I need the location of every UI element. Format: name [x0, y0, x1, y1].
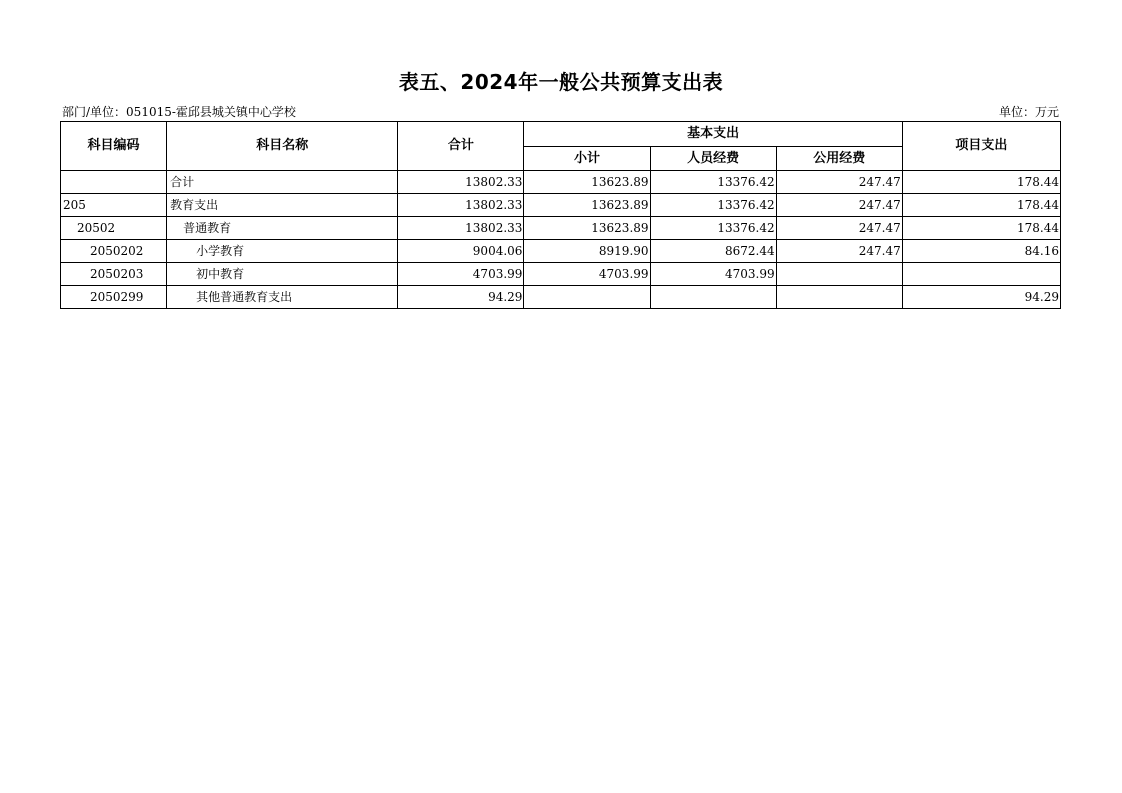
- cell-name: 普通教育: [167, 217, 398, 240]
- table-row: [61, 194, 1061, 217]
- cell-public: 247.47: [776, 194, 902, 217]
- budget-table: [60, 121, 1061, 309]
- cell-subtotal: 8919.90: [524, 240, 650, 263]
- cell-personnel: 13376.42: [650, 171, 776, 194]
- cell-name: 其他普通教育支出: [167, 286, 398, 309]
- cell-subtotal: [524, 286, 650, 309]
- cell-personnel: 4703.99: [650, 263, 776, 286]
- cell-name: 教育支出: [167, 194, 398, 217]
- cell-subtotal: 13623.89: [524, 217, 650, 240]
- cell-project: 84.16: [902, 240, 1060, 263]
- cell-public: 247.47: [776, 240, 902, 263]
- cell-name: 小学教育: [167, 240, 398, 263]
- header-total: 合计: [398, 122, 524, 171]
- cell-total: 13802.33: [398, 217, 524, 240]
- header-name: 科目名称: [167, 122, 398, 171]
- cell-code: 2050202: [61, 240, 167, 263]
- page-title: 表五、2024年一般公共预算支出表: [398, 70, 724, 94]
- cell-name: 合计: [167, 171, 398, 194]
- cell-total: 4703.99: [398, 263, 524, 286]
- cell-subtotal: 4703.99: [524, 263, 650, 286]
- table-row: [61, 217, 1061, 240]
- header-basic: 基本支出: [524, 122, 902, 147]
- cell-total: 9004.06: [398, 240, 524, 263]
- cell-code: 2050203: [61, 263, 167, 286]
- header-subtotal: 小计: [524, 147, 650, 171]
- department-label: 部门/单位：051015-霍邱县城关镇中心学校: [62, 105, 296, 119]
- header-project: 项目支出: [902, 122, 1060, 171]
- header-code: 科目编码: [61, 122, 167, 171]
- cell-code: 2050299: [61, 286, 167, 309]
- cell-code: [61, 171, 167, 194]
- cell-code: 20502: [61, 217, 167, 240]
- cell-total: 13802.33: [398, 194, 524, 217]
- table-row: [61, 240, 1061, 263]
- cell-public: [776, 263, 902, 286]
- cell-subtotal: 13623.89: [524, 171, 650, 194]
- cell-personnel: 13376.42: [650, 217, 776, 240]
- cell-name: 初中教育: [167, 263, 398, 286]
- cell-public: [776, 286, 902, 309]
- cell-project: 178.44: [902, 194, 1060, 217]
- table-row: [61, 171, 1061, 194]
- cell-project: 94.29: [902, 286, 1060, 309]
- table-row: [61, 263, 1061, 286]
- table-row: [61, 286, 1061, 309]
- cell-public: 247.47: [776, 217, 902, 240]
- cell-code: 205: [61, 194, 167, 217]
- header-public: 公用经费: [776, 147, 902, 171]
- cell-project: [902, 263, 1060, 286]
- unit-label: 单位：万元: [998, 105, 1059, 119]
- cell-total: 94.29: [398, 286, 524, 309]
- cell-personnel: 13376.42: [650, 194, 776, 217]
- cell-personnel: 8672.44: [650, 240, 776, 263]
- header-personnel: 人员经费: [650, 147, 776, 171]
- cell-project: 178.44: [902, 217, 1060, 240]
- cell-subtotal: 13623.89: [524, 194, 650, 217]
- cell-personnel: [650, 286, 776, 309]
- cell-project: 178.44: [902, 171, 1060, 194]
- cell-total: 13802.33: [398, 171, 524, 194]
- cell-public: 247.47: [776, 171, 902, 194]
- table-header-row-1: [61, 122, 1061, 147]
